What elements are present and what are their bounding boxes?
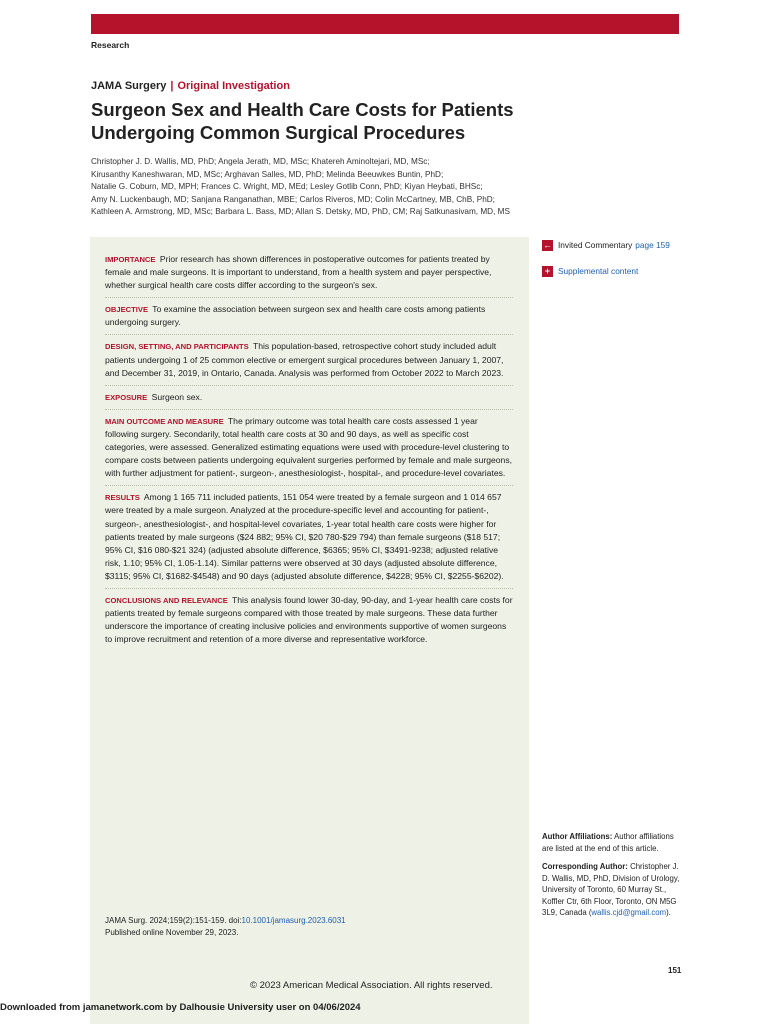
abstract-importance — [105, 253, 513, 298]
abstract-results — [105, 491, 513, 589]
supplemental-label[interactable]: Supplemental content — [558, 266, 639, 276]
corresponding-author — [542, 861, 682, 919]
abstract-heading: RESULTS — [105, 493, 140, 503]
invited-commentary-link[interactable] — [542, 238, 692, 252]
plus-icon: + — [542, 266, 553, 277]
section-label: Research — [91, 40, 130, 50]
article-type: Original Investigation — [177, 80, 290, 92]
author-line: Kathleen A. Armstrong, MD, MSc; Barbara L. Bass, MD; Allan S. Detsky, MD, PhD, CM; Raj Satkunasivam, MD, MS — [91, 207, 510, 217]
sidebar-links — [542, 238, 692, 290]
abstract-design — [105, 340, 513, 385]
author-line: Amy N. Luckenbaugh, MD; Sanjana Ranganathan, MBE; Carlos Riveros, MD; Colin McCartney, MB, ChB, PhD; — [91, 194, 495, 204]
journal-line — [91, 80, 290, 92]
corresponding-text: Christopher J. D. Wallis, MD, PhD, Division of Urology, University of Toronto, 60 Murray St., Koffler Ctr, 6th Floor, Toronto, ON M5G 3L9, Canada ( — [542, 862, 680, 917]
journal-separator: | — [170, 80, 174, 92]
affiliations — [542, 831, 682, 926]
copyright-notice: © 2023 American Medical Association. All rights reserved. — [250, 980, 493, 991]
abstract-heading: CONCLUSIONS AND RELEVANCE — [105, 595, 228, 605]
arrow-left-icon: ← — [543, 239, 552, 250]
author-line: Christopher J. D. Wallis, MD, PhD; Angela Jerath, MD, MSc; Khatereh Aminoltejari, MD, MSc; — [91, 157, 430, 166]
abstract-text: Surgeon sex. — [151, 391, 203, 402]
abstract-text: To examine the association between surgeon sex and health care costs among patients undergoing surgery. — [105, 304, 486, 328]
abstract-heading: EXPOSURE — [105, 392, 148, 402]
abstract-heading: OBJECTIVE — [105, 305, 149, 315]
abstract — [105, 253, 513, 656]
abstract-text: Prior research has shown differences in postoperative outcomes for patients treated by female and male surgeons. It is important to understand, from a health system and payer perspective, whether surgical health care costs differ according to the surgeon's sex. — [105, 254, 492, 291]
abstract-exposure — [105, 391, 513, 410]
corresponding-end: ). — [666, 908, 671, 917]
header-bar — [91, 14, 679, 34]
abstract-text: The primary outcome was total health care costs assessed 1 year following surgery. Secondarily, total health care costs at 30 and 90 days, as well as specific cost categories, were assessed. Generalized estimating equations were used with procedure-level clustering to compare costs between patients undergoing equivalent surgeries performed by female and male surgeons, with further adjustment for patient-, surgeon-, anesthesiologist-, hospital-, and procedure-level covariates. — [105, 415, 513, 479]
published-date: Published online November 29, 2023. — [105, 928, 239, 937]
citation-source: JAMA Surg. 2024;159(2):151-159. doi: — [105, 916, 242, 925]
author-line: Natalie G. Coburn, MD, MPH; Frances C. Wright, MD, MEd; Lesley Gotlib Conn, PhD; Kiyan Heybati, BHSc; — [91, 182, 483, 192]
abstract-heading: DESIGN, SETTING, AND PARTICIPANTS — [105, 342, 249, 352]
invited-commentary-label[interactable]: Invited Commentary — [558, 240, 633, 250]
author-line: Kirusanthy Kaneshwaran, MD, MSc; Arghavan Salles, MD, PhD; Melinda Beeuwkes Buntin, PhD; — [91, 169, 444, 179]
article-title: Surgeon Sex and Health Care Costs for Patients Undergoing Common Surgical Procedures — [91, 99, 514, 143]
abstract-text: Among 1 165 711 included patients, 151 054 were treated by a female surgeon and 1 014 657 were treated by a male surgeon. Analyzed at the procedure-specific level and accounting for patient-, surgeon-, anesthesiologist-, and hospital-level covariates, 1-year total health care costs were higher for patients treated by male surgeons ($24 882; 95% CI, $20 780-$29 794) than female surgeons ($18 517; 95% CI, $16 080-$21 324) (adjusted absolute difference, $6365; 95% CI, $3491-9238; adjusted relative risk, 1.10; 95% CI, 1.05-1.14). Similar patterns were observed at 30 days (adjusted absolute difference, $3115; 95% CI, $1682-$4548) and 90 days (adjusted absolute difference, $4228; 95% CI, $2255-$6202). — [105, 492, 504, 581]
abstract-objective — [105, 303, 513, 335]
doi-link[interactable]: 10.1001/jamasurg.2023.6031 — [241, 916, 346, 925]
abstract-text: This population-based, retrospective cohort study included adult patients undergoing 1 of 25 common elective or emergent surgical procedures between January 1, 2007, and December 31, 2019, in Ontario, Canada. Analysis was performed from October 2022 to March 2023. — [105, 341, 504, 378]
abstract-text: This analysis found lower 30-day, 90-day, and 1-year health care costs for patients treated by female surgeons compared with those treated by male surgeons. These data further underscore the importance of creating inclusive policies and environments supportive of women surgeons to improve recruitment and retention of a more diverse and representative workforce. — [105, 594, 513, 645]
corresponding-heading: Corresponding Author: — [542, 862, 628, 871]
abstract-conclusions — [105, 594, 513, 651]
supplemental-content-link[interactable] — [542, 264, 692, 278]
author-list — [91, 156, 531, 219]
journal-name: JAMA Surgery — [91, 80, 167, 92]
abstract-heading: MAIN OUTCOME AND MEASURE — [105, 416, 224, 426]
invited-commentary-page[interactable]: page 159 — [635, 240, 670, 250]
affiliations-text: Author affiliations are listed at the end of this article. — [542, 832, 674, 853]
email-link[interactable]: wallis.cjd@gmail.com — [591, 908, 667, 917]
citation — [105, 915, 505, 939]
abstract-outcome — [105, 415, 513, 486]
citation-line — [105, 915, 505, 927]
affiliations-heading: Author Affiliations: — [542, 832, 613, 841]
download-watermark: Downloaded from jamanetwork.com by Dalhousie University user on 04/06/2024 — [0, 1002, 361, 1013]
abstract-heading: IMPORTANCE — [105, 255, 156, 264]
author-affiliations — [542, 831, 682, 854]
page-number: 151 — [668, 966, 682, 975]
